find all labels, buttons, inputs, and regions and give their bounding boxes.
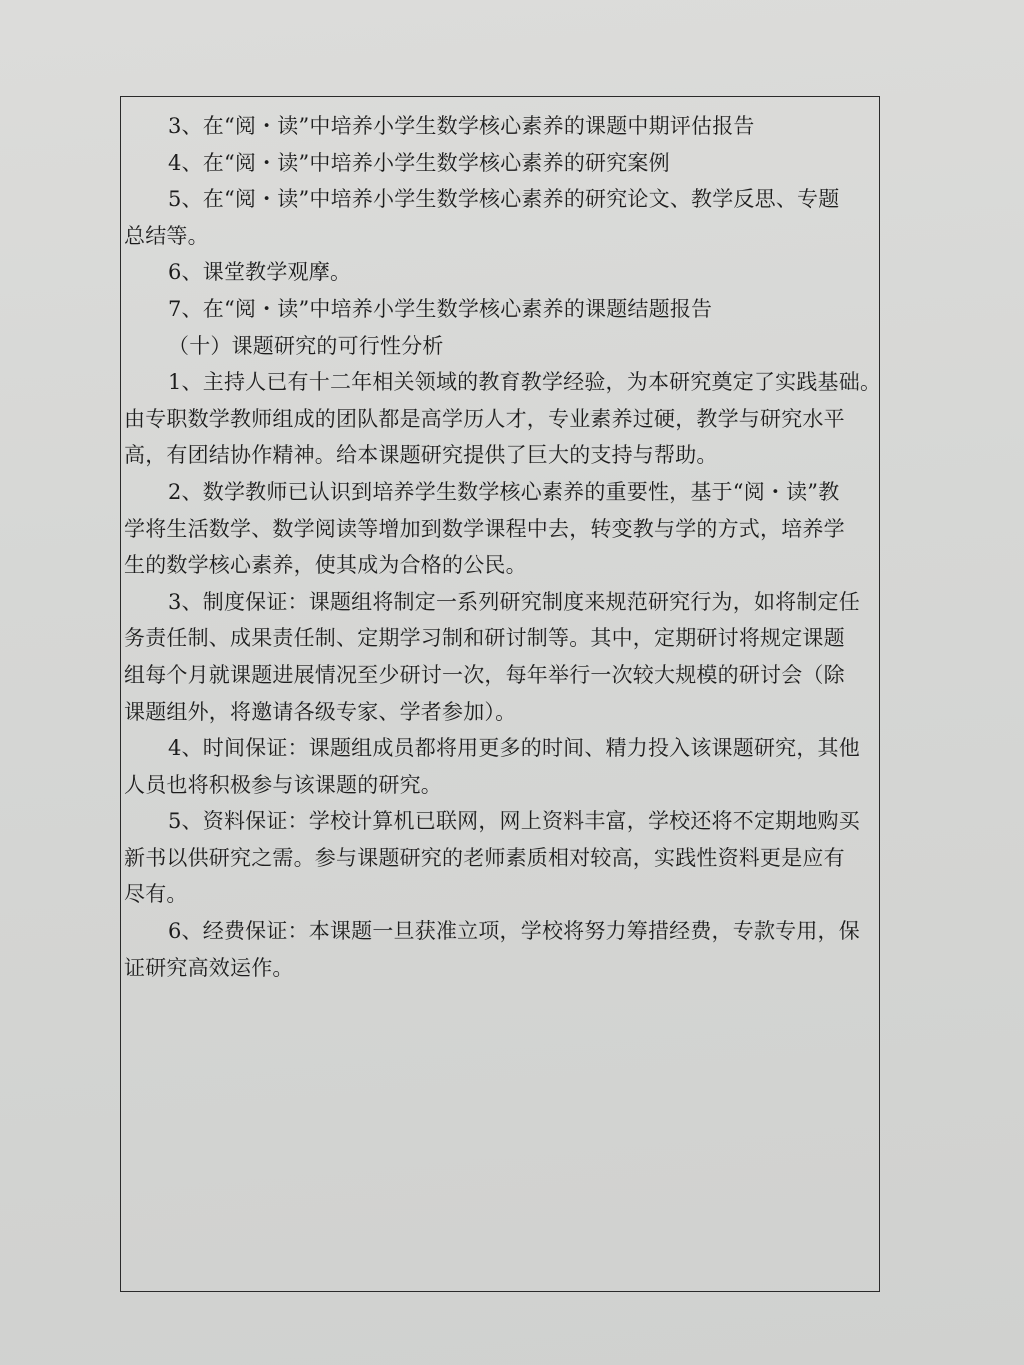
- text-line: 4、在“阅・读”中培养小学生数学核心素养的研究案例: [168, 150, 670, 175]
- text-line: 5、资料保证：学校计算机已联网，网上资料丰富，学校还将不定期地购买: [168, 809, 860, 834]
- text-line: 5、在“阅・读”中培养小学生数学核心素养的研究论文、教学反思、专题: [168, 187, 840, 212]
- text-line: 由专职数学教师组成的团队都是高学历人才，专业素养过硬，教学与研究水平: [124, 406, 845, 431]
- text-line: 2、数学教师已认识到培养学生数学核心素养的重要性，基于“阅・读”教: [168, 479, 840, 504]
- document-body: [124, 108, 882, 986]
- text-line: 3、在“阅・读”中培养小学生数学核心素养的课题中期评估报告: [168, 114, 755, 138]
- section-heading: （十）课题研究的可行性分析: [168, 333, 444, 358]
- text-line: 证研究高效运作。: [124, 955, 294, 980]
- text-line: 总结等。: [124, 223, 209, 248]
- text-line: 6、经费保证：本课题一旦获准立项，学校将努力筹措经费，专款专用，保: [168, 919, 860, 944]
- text-line: 组每个月就课题进展情况至少研讨一次，每年举行一次较大规模的研讨会（除: [124, 662, 845, 687]
- text-line: 新书以供研究之需。参与课题研究的老师素质相对较高，实践性资料更是应有: [124, 845, 845, 870]
- text-line: 4、时间保证：课题组成员都将用更多的时间、精力投入该课题研究，其他: [168, 736, 860, 761]
- text-line: 务责任制、成果责任制、定期学习制和研讨制等。其中，定期研讨将规定课题: [124, 626, 845, 651]
- text-line: 7、在“阅・读”中培养小学生数学核心素养的课题结题报告: [168, 296, 713, 321]
- text-line: 6、课堂教学观摩。: [168, 260, 352, 285]
- text-line: 课题组外，将邀请各级专家、学者参加）。: [124, 699, 517, 724]
- text-line: 1、主持人已有十二年相关领域的教育教学经验，为本研究奠定了实践基础。: [168, 370, 882, 395]
- text-line: 尽有。: [124, 882, 188, 907]
- text-line: 高，有团结协作精神。给本课题研究提供了巨大的支持与帮助。: [124, 443, 718, 468]
- text-line: 生的数学核心素养，使其成为合格的公民。: [124, 553, 527, 578]
- text-line: 人员也将积极参与该课题的研究。: [124, 772, 442, 797]
- text-line: 学将生活数学、数学阅读等增加到数学课程中去，转变教与学的方式，培养学: [124, 516, 845, 541]
- text-line: 3、制度保证：课题组将制定一系列研究制度来规范研究行为，如将制定任: [168, 589, 860, 614]
